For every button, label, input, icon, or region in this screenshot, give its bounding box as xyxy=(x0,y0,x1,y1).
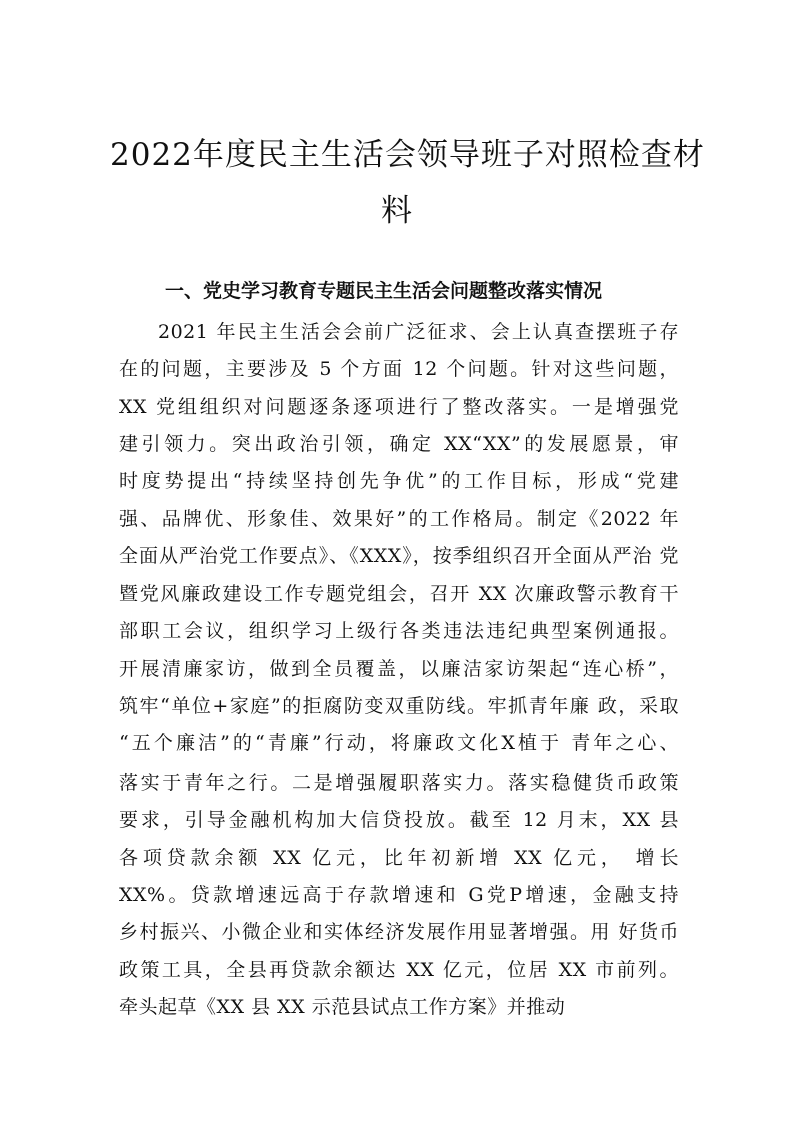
body-line: 在的问题，主要涉及 5 个方面 12 个问题。针对这些问题， xyxy=(119,358,679,380)
body-line: 开展清廉家访，做到全员覆盖，以廉洁家访架起“连心桥”， xyxy=(119,658,679,680)
document-title-line-1: 2022年度民主生活会领导班子对照检查材 xyxy=(110,137,705,173)
body-line: 暨党风廉政建设工作专题党组会，召开 XX 次廉政警示教育干 xyxy=(119,583,679,605)
body-line: XX 党组组织对问题逐条逐项进行了整改落实。一是增强党 xyxy=(119,396,679,418)
document-title-line-2: 料 xyxy=(381,193,413,229)
body-line: 部职工会议，组织学习上级行各类违法违纪典型案例通报。 xyxy=(119,620,679,642)
body-line: 牵头起草《XX 县 XX 示范县试点工作方案》并推动 xyxy=(119,996,566,1018)
body-line: XX%。贷款增速远高于存款增速和 G党P增速，金融支持 xyxy=(119,884,679,906)
body-line: 乡村振兴、小微企业和实体经济发展作用显著增强。用 好货币 xyxy=(119,921,679,943)
body-line: “五个廉洁”的“青廉”行动，将廉政文化X植于 青年之心、 xyxy=(119,732,679,754)
body-line: 建引领力。突出政治引领，确定 XX“XX”的发展愿景，审 xyxy=(119,433,679,455)
body-line: 落实于青年之行。二是增强履职落实力。落实稳健货币政策 xyxy=(119,772,679,794)
section-heading: 一、党史学习教育专题民主生活会问题整改落实情况 xyxy=(165,280,603,302)
body-line: 政策工具，全县再贷款余额达 XX 亿元，位居 XX 市前列。 xyxy=(119,959,679,981)
body-line: 各项贷款余额 XX 亿元，比年初新增 XX 亿元， 增长 xyxy=(119,847,679,869)
body-line: 筑牢“单位+家庭”的拒腐防变双重防线。牢抓青年廉 政，采取 xyxy=(119,695,679,717)
body-line: 强、品牌优、形象佳、效果好”的工作格局。制定《2022 年 xyxy=(119,508,679,530)
body-line: 全面从严治党工作要点》、《XXX》，按季组织召开全面从严治 党 xyxy=(119,545,679,567)
body-line: 要求，引导金融机构加大信贷投放。截至 12 月末，XX 县 xyxy=(119,809,679,831)
body-line: 2021 年民主生活会会前广泛征求、会上认真查摆班子存 xyxy=(158,321,679,343)
body-line: 时度势提出“持续坚持创先争优”的工作目标，形成“党建 xyxy=(119,470,679,492)
